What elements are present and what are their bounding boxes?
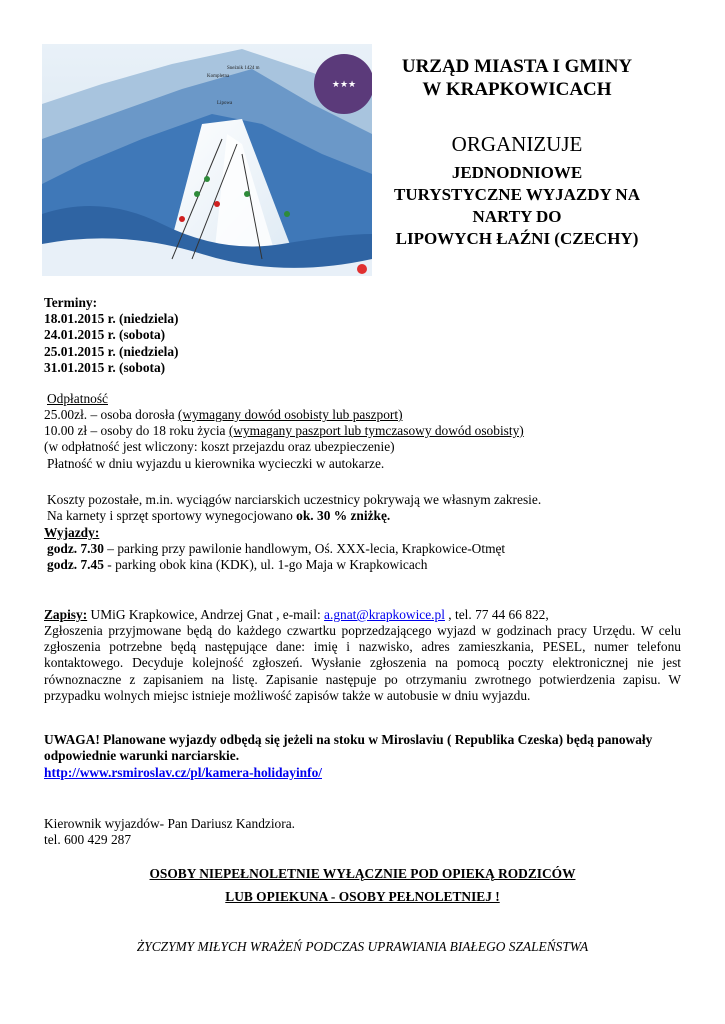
departure-2-time: godz. 7.45 [47, 557, 104, 572]
departure-1 [47, 541, 505, 557]
date-item: 31.01.2015 r. (sobota) [44, 360, 166, 375]
departure-2-place: - parking obok kina (KDK), ul. 1-go Maja w Krapkowicach [103, 557, 428, 572]
camera-link-wrap [44, 765, 322, 781]
subtitle-line4: LIPOWYCH ŁAŹNI (CZECHY) [395, 229, 639, 248]
zapisy-contact: UMiG Krapkowice, Andrzej Gnat , e-mail: [87, 607, 325, 622]
leader-name: Kierownik wyjazdów- Pan Dariusz Kandziora. [44, 816, 295, 831]
minors-notice-line1: OSOBY NIEPEŁNOLETNIE WYŁĄCZNIE POD OPIEKĄ RODZICÓW [149, 866, 576, 881]
price-child-note: (wymagany paszport lub tymczasowy dowód osobisty) [228, 423, 524, 438]
price-adult [44, 407, 403, 423]
date-item: 18.01.2015 r. (niedziela) [44, 311, 179, 326]
camera-link[interactable]: http://www.rsmiroslav.cz/pl/kamera-holidayinfo/ [44, 765, 322, 780]
zapisy-phone: , tel. 77 44 66 822, [444, 607, 549, 622]
logo-stars: ★★★ [331, 79, 357, 89]
discount-text: Na karnety i sprzęt sportowy wynegocjowano [47, 508, 297, 523]
peak-label: Sneżnik 1424 m [227, 66, 260, 71]
departure-1-time: godz. 7.30 [47, 541, 104, 556]
price-adult-text: 25.00zł. – osoba dorosła [44, 407, 178, 422]
title-line2: W KRAPKOWICACH [422, 79, 612, 100]
discount-value: ok. 30 % zniżkę. [296, 508, 391, 523]
warning-text: UWAGA! Planowane wyjazdy odbędą się jeżeli na stoku w Miroslaviu ( Republika Czeska) będą panowały odpowiednie warunki narciarskie. [44, 732, 653, 764]
payment-info: Płatność w dniu wyjazdu u kierownika wycieczki w autokarze. [47, 456, 385, 471]
email-link[interactable]: a.gnat@krapkowice.pl [324, 607, 445, 622]
zapisy-body: Zgłoszenia przyjmowane będą do każdego czwartku poprzedzającego wyjazd w godzinach pracy Urzędu. W celu zgłoszenia potrzebne będą następujące dane: imię i nazwisko, adres zamieszkania, PESEL, numer telefonu kontaktowego. Decyduje kolejność zgłoszeń. Wysłanie zgłoszenia na pomocą poczty elektronicznej nie jest równoznaczne z zapisaniem na listę. Zapisanie następuje po otrzymaniu zwrotnego potwierdzenia zapisu. W przypadku wolnych miejsc istnieje możliwość zapisów także w autobusie w dniu wyjazdu. [44, 623, 681, 703]
terminy-label: Terminy: [44, 295, 98, 310]
leader-phone: tel. 600 429 287 [44, 832, 132, 847]
closing-wish: ŻYCZYMY MIŁYCH WRAŻEŃ PODCZAS UPRAWIANIA BIAŁEGO SZALEŃSTWA [136, 939, 589, 954]
map-label-a: Kompletna [207, 74, 230, 79]
price-child-text: 10.00 zł – osoby do 18 roku życia [44, 423, 229, 438]
title-line1: URZĄD MIASTA I GMINY [401, 56, 633, 77]
price-child [44, 423, 524, 439]
zapisy-label: Zapisy: [44, 607, 88, 622]
zapisy-intro [44, 607, 684, 623]
price-adult-note: (wymagany dowód osobisty lub paszport) [177, 407, 403, 422]
departure-1-place: – parking przy pawilonie handlowym, Oś. XXX-lecia, Krapkowice-Otmęt [103, 541, 506, 556]
date-item: 25.01.2015 r. (niedziela) [44, 344, 179, 359]
departure-2 [47, 557, 427, 573]
date-item: 24.01.2015 r. (sobota) [44, 327, 166, 342]
wyjazdy-label: Wyjazdy: [44, 525, 100, 540]
map-label-b: Lipowa [217, 101, 233, 106]
costs-line2 [47, 508, 390, 524]
ski-map-illustration [42, 44, 372, 276]
minors-notice-line2: LUB OPIEKUNA - OSOBY PEŁNOLETNIEJ ! [225, 889, 500, 904]
costs-line1: Koszty pozostałe, m.in. wyciągów narciarskich uczestnicy pokrywają we własnym zakresie. [47, 492, 542, 507]
organizuje-heading: ORGANIZUJE [451, 132, 583, 156]
subtitle-line3: NARTY DO [472, 207, 562, 226]
price-included: (w odpłatność jest wliczony: koszt przejazdu oraz ubezpieczenie) [44, 439, 395, 454]
subtitle-line1: JEDNODNIOWE [451, 163, 583, 182]
ski-resort-map [42, 44, 372, 276]
subtitle-line2: TURYSTYCZNE WYJAZDY NA [394, 185, 640, 204]
oplata-label: Odpłatność [47, 391, 108, 406]
